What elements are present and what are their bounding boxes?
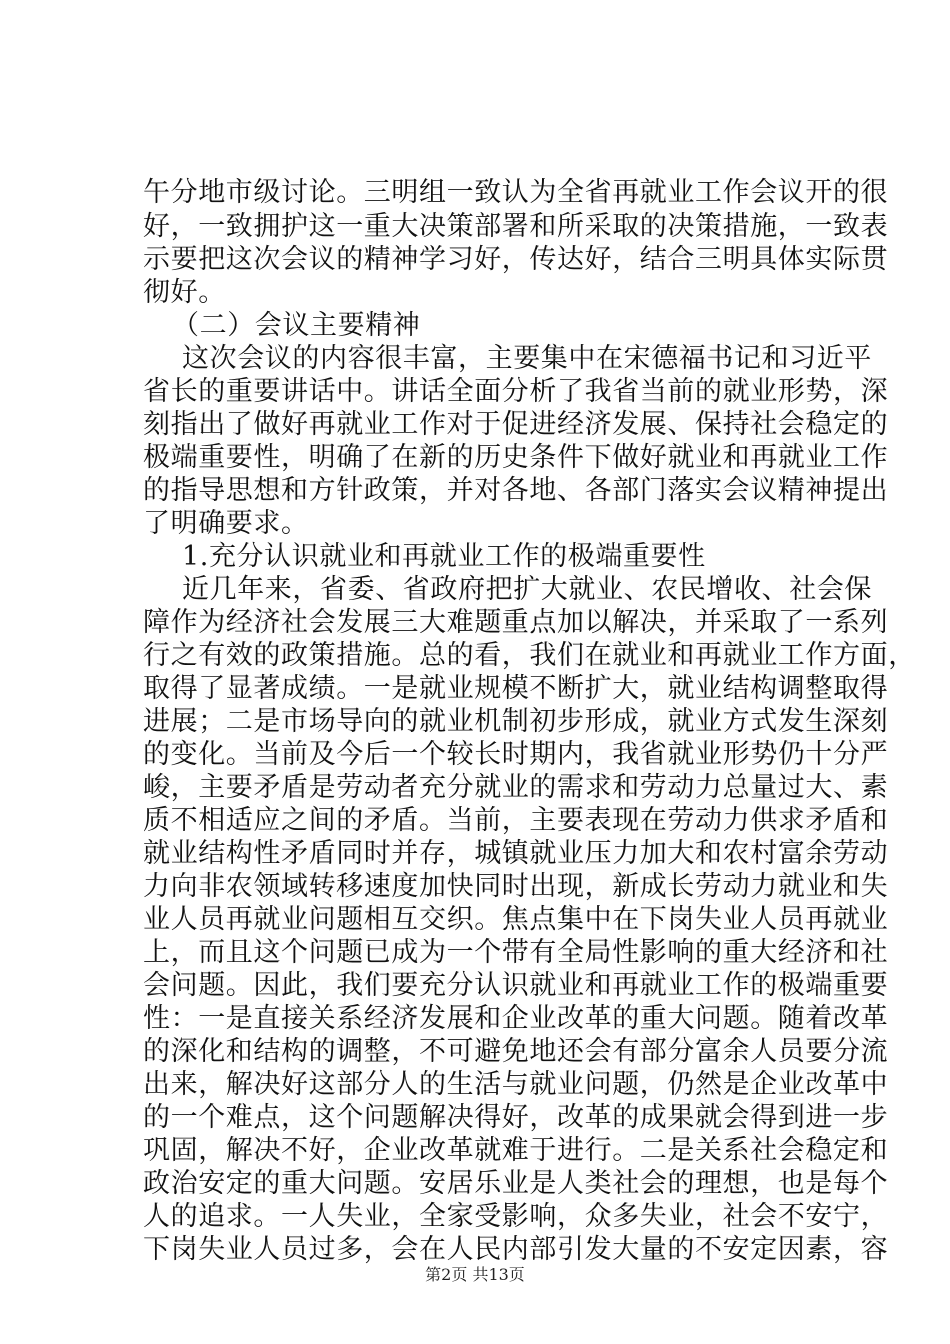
text-line: 好，一致拥护这一重大决策部署和所采取的决策措施，一致表 [143, 211, 889, 242]
text-line: 这次会议的内容很丰富，主要集中在宋德福书记和习近平 [182, 343, 872, 374]
subsection-heading: 1.充分认识就业和再就业工作的极端重要性 [182, 541, 706, 572]
text-line: 性：一是直接关系经济发展和企业改革的重大问题。随着改革 [143, 1003, 889, 1034]
section-heading: （二）会议主要精神 [172, 310, 421, 341]
text-line: 质不相适应之间的矛盾。当前，主要表现在劳动力供求矛盾和 [143, 805, 889, 836]
text-line: 人的追求。一人失业，全家受影响，众多失业，社会不安宁， [143, 1201, 889, 1232]
page-number-footer: 第2页 共13页 [425, 1265, 525, 1284]
text-line: 彻好。 [143, 277, 226, 308]
text-line: 巩固，解决不好，企业改革就难于进行。二是关系社会稳定和 [143, 1135, 889, 1166]
text-line: 的指导思想和方针政策，并对各地、各部门落实会议精神提出 [143, 475, 889, 506]
text-line: 下岗失业人员过多，会在人民内部引发大量的不安定因素，容 [143, 1234, 889, 1265]
text-line: 的深化和结构的调整，不可避免地还会有部分富余人员要分流 [143, 1036, 889, 1067]
text-line: 上，而且这个问题已成为一个带有全局性影响的重大经济和社 [143, 937, 889, 968]
text-line: 进展；二是市场导向的就业机制初步形成，就业方式发生深刻 [143, 706, 889, 737]
text-line: 的变化。当前及今后一个较长时期内，我省就业形势仍十分严 [143, 739, 889, 770]
text-line: 省长的重要讲话中。讲话全面分析了我省当前的就业形势，深 [143, 376, 889, 407]
text-line: 就业结构性矛盾同时并存，城镇就业压力加大和农村富余劳动 [143, 838, 889, 869]
text-line: 刻指出了做好再就业工作对于促进经济发展、保持社会稳定的 [143, 409, 889, 440]
text-line: 的一个难点，这个问题解决得好，改革的成果就会得到进一步 [143, 1102, 889, 1133]
text-line: 午分地市级讨论。三明组一致认为全省再就业工作会议开的很 [143, 177, 889, 208]
text-line: 示要把这次会议的精神学习好，传达好，结合三明具体实际贯 [143, 244, 889, 275]
text-line: 取得了显著成绩。一是就业规模不断扩大，就业结构调整取得 [143, 673, 889, 704]
text-line: 业人员再就业问题相互交织。焦点集中在下岗失业人员再就业 [143, 904, 889, 935]
text-line: 政治安定的重大问题。安居乐业是人类社会的理想，也是每个 [143, 1168, 889, 1199]
text-line: 峻，主要矛盾是劳动者充分就业的需求和劳动力总量过大、素 [143, 772, 889, 803]
text-line: 出来，解决好这部分人的生活与就业问题，仍然是企业改革中 [143, 1069, 889, 1100]
text-line: 力向非农领域转移速度加快同时出现，新成长劳动力就业和失 [143, 871, 889, 902]
text-line: 近几年来，省委、省政府把扩大就业、农民增收、社会保 [182, 574, 872, 605]
text-line: 极端重要性，明确了在新的历史条件下做好就业和再就业工作 [143, 442, 889, 473]
text-line: 障作为经济社会发展三大难题重点加以解决，并采取了一系列 [143, 607, 889, 638]
text-line: 行之有效的政策措施。总的看，我们在就业和再就业工作方面， [143, 640, 916, 671]
text-line: 会问题。因此，我们要充分认识就业和再就业工作的极端重要 [143, 970, 889, 1001]
text-line: 了明确要求。 [143, 508, 309, 539]
